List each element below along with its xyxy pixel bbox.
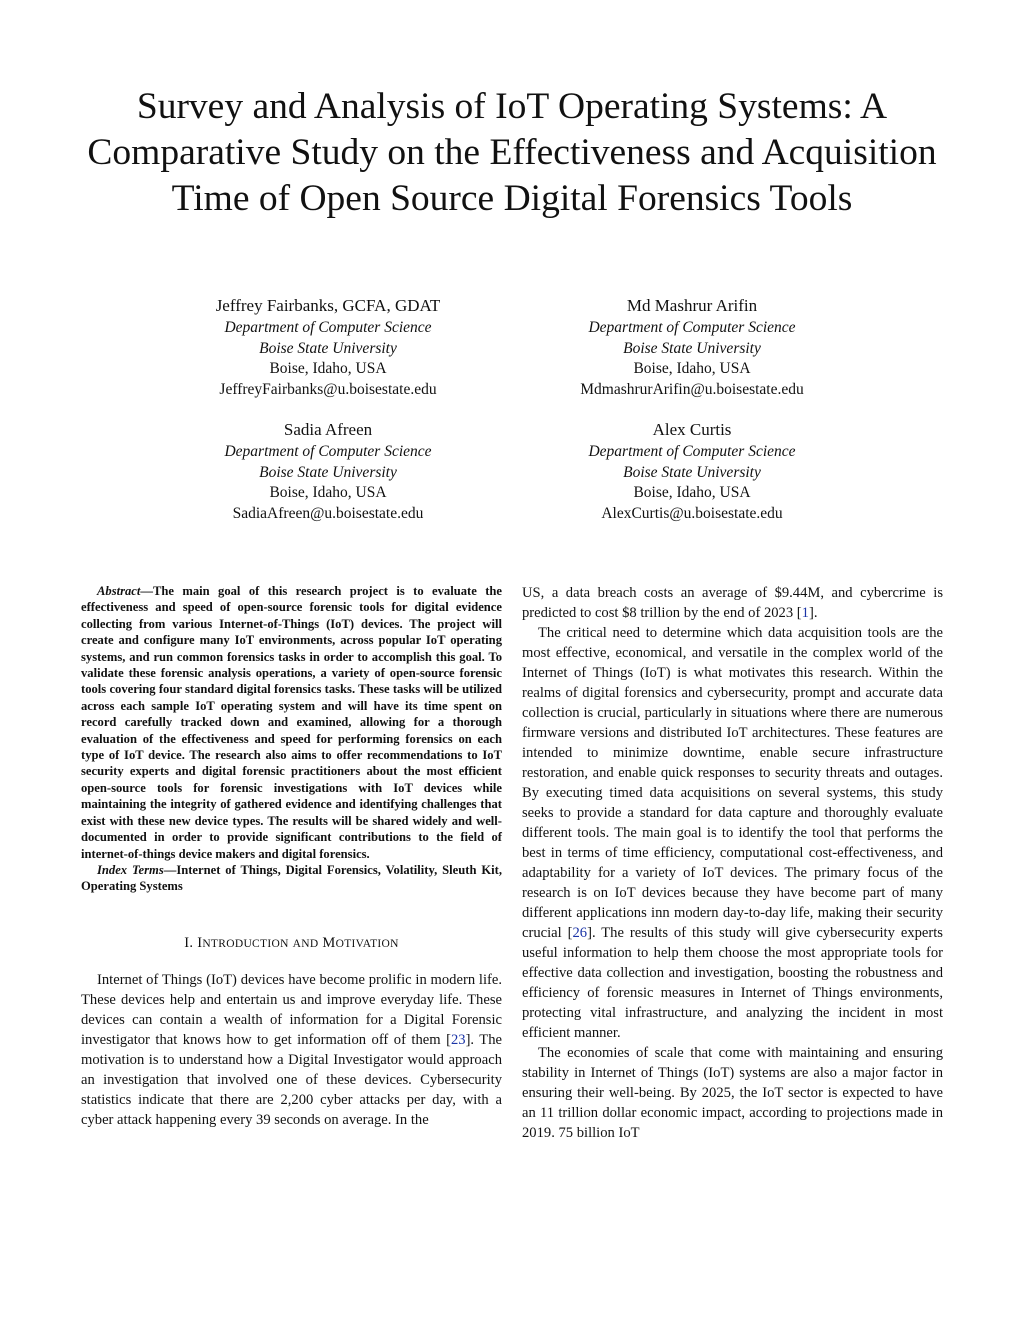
author-name: Jeffrey Fairbanks, GCFA, GDAT xyxy=(215,296,441,315)
author-email: AlexCurtis@u.boisestate.edu xyxy=(601,504,783,522)
author-location: Boise, Idaho, USA xyxy=(269,360,387,377)
index-terms-label: Index Terms xyxy=(97,862,164,877)
author-department: Department of Computer Science xyxy=(224,443,432,460)
body-paragraph: The economies of scale that come with maintaining and ensuring stability in Internet of Things (IoT) systems are also a major factor in ensuring their well-being. By 2025, the IoT sector is expected to have an 11 trillion dollar economic impact, according to projections made in 2019. 75 billion IoT xyxy=(522,1045,943,1141)
abstract xyxy=(81,583,502,862)
author-name: Alex Curtis xyxy=(652,420,732,439)
abstract-text: —The main goal of this research project is to evaluate the effectiveness and speed of open-source forensic tools for digital evidence collecting from various Internet-of-Things (IoT) devices. The project will create and configure many IoT environments, across popular IoT operating systems, and run common forensics tasks in order to accomplish this goal. To validate these forensic analysis operations, a variety of open-source forensic tools covering four standard digital forensics tasks. These tasks will be utilized across each sample IoT operating system and will have its time spent on record carefully tracked down and examined, allowing for a thorough evaluation of the effectiveness and speed for performing forensics on each type of IoT device. The research also aims to offer recommendations to IoT security experts and digital forensic practitioners about the most efficient open-source tools for forensic investigations with IoT devices while maintaining the integrity of gathered evidence and identifying challenges that exist with these new device types. The results will be shared widely and well-documented in order to provide significant contributions to the field of internet-of-things device makers and digital forensics. xyxy=(81,584,502,861)
right-column xyxy=(522,583,943,1143)
author-department: Department of Computer Science xyxy=(588,319,796,336)
author-department: Department of Computer Science xyxy=(588,443,796,460)
author-university: Boise State University xyxy=(623,339,761,357)
left-column xyxy=(81,583,502,1130)
author-location: Boise, Idaho, USA xyxy=(633,360,751,377)
author-email: MdmashrurArifin@u.boisestate.edu xyxy=(580,380,804,398)
author-block-2 xyxy=(512,295,872,400)
author-location: Boise, Idaho, USA xyxy=(633,484,751,501)
citation-link[interactable]: 23 xyxy=(450,1031,466,1048)
author-block-3 xyxy=(148,419,508,524)
author-block-1 xyxy=(148,295,508,400)
author-block-4 xyxy=(512,419,872,524)
citation-link[interactable]: 1 xyxy=(801,605,809,621)
author-university: Boise State University xyxy=(259,463,397,481)
author-name: Md Mashrur Arifin xyxy=(626,296,758,315)
author-university: Boise State University xyxy=(623,463,761,481)
section-heading: I. INTRODUCTION AND MOTIVATION xyxy=(184,934,399,951)
body-paragraph: The critical need to determine which data acquisition tools are the most effective, economical, and versatile in the complex world of the Internet of Things (IoT) is what motivates this research. Within the realms of digital forensics and cybersecurity, prompt and accurate data collection is crucial, particularly in situations where there are numerous firmware versions and distributed IoT architectures. These features are intended to minimize downtime, enable secure infrastructure restoration, and enable quick responses to security threats and outages. By executing timed data acquisitions on several systems, this study seeks to provide a standard for data capture and thoroughly evaluate different tools. The main goal is to identify the tool that performs the best in terms of time efficiency, computational cost-effectiveness, and adaptability for a variety of IoT devices. The primary focus of the research is on IoT devices because they have become part of many different applications inn modern day-to-day life, making their security crucial [26]. The results of this study will give cybersecurity experts useful information to help them choose the most appropriate tools for effective data collection and investigation, boosting the robustness and efficiency of forensic measures in Internet of Things environments, protecting vital infrastructure, and analyzing the incident in most efficient manner. xyxy=(522,625,943,1041)
index-terms-text: —Internet of Things, Digital Forensics, Volatility, Sleuth Kit, Operating Systems xyxy=(81,862,503,894)
body-paragraph-continued: US, a data breach costs an average of $9.44M, and cybercrime is predicted to cost $8 trillion by the end of 2023 [1]. xyxy=(522,585,943,621)
author-department: Department of Computer Science xyxy=(224,319,432,336)
author-location: Boise, Idaho, USA xyxy=(269,484,387,501)
paper-title: Survey and Analysis of IoT Operating Systems: A Comparative Study on the Effectiveness and Acquisition Time of Open Source Digital Forensics Tools xyxy=(87,86,937,219)
author-university: Boise State University xyxy=(259,339,397,357)
author-email: SadiaAfreen@u.boisestate.edu xyxy=(232,504,424,522)
intro-paragraph: Internet of Things (IoT) devices have become prolific in modern life. These devices help and entertain us and improve everyday life. These devices can contain a wealth of information for a Digital Forensic investigator that knows how to get information off of them [23]. The motivation is to understand how a Digital Investigator would approach an investigation that involved one of these devices. Cybersecurity statistics indicate that there are 2,200 cyber attacks per day, with a cyber attack happening every 39 seconds on average. In the xyxy=(81,971,502,1128)
abstract-label: Abstract xyxy=(97,584,141,598)
author-email: JeffreyFairbanks@u.boisestate.edu xyxy=(219,380,437,398)
author-name: Sadia Afreen xyxy=(283,420,373,439)
index-terms xyxy=(81,862,502,895)
citation-link[interactable]: 26 xyxy=(572,925,588,941)
